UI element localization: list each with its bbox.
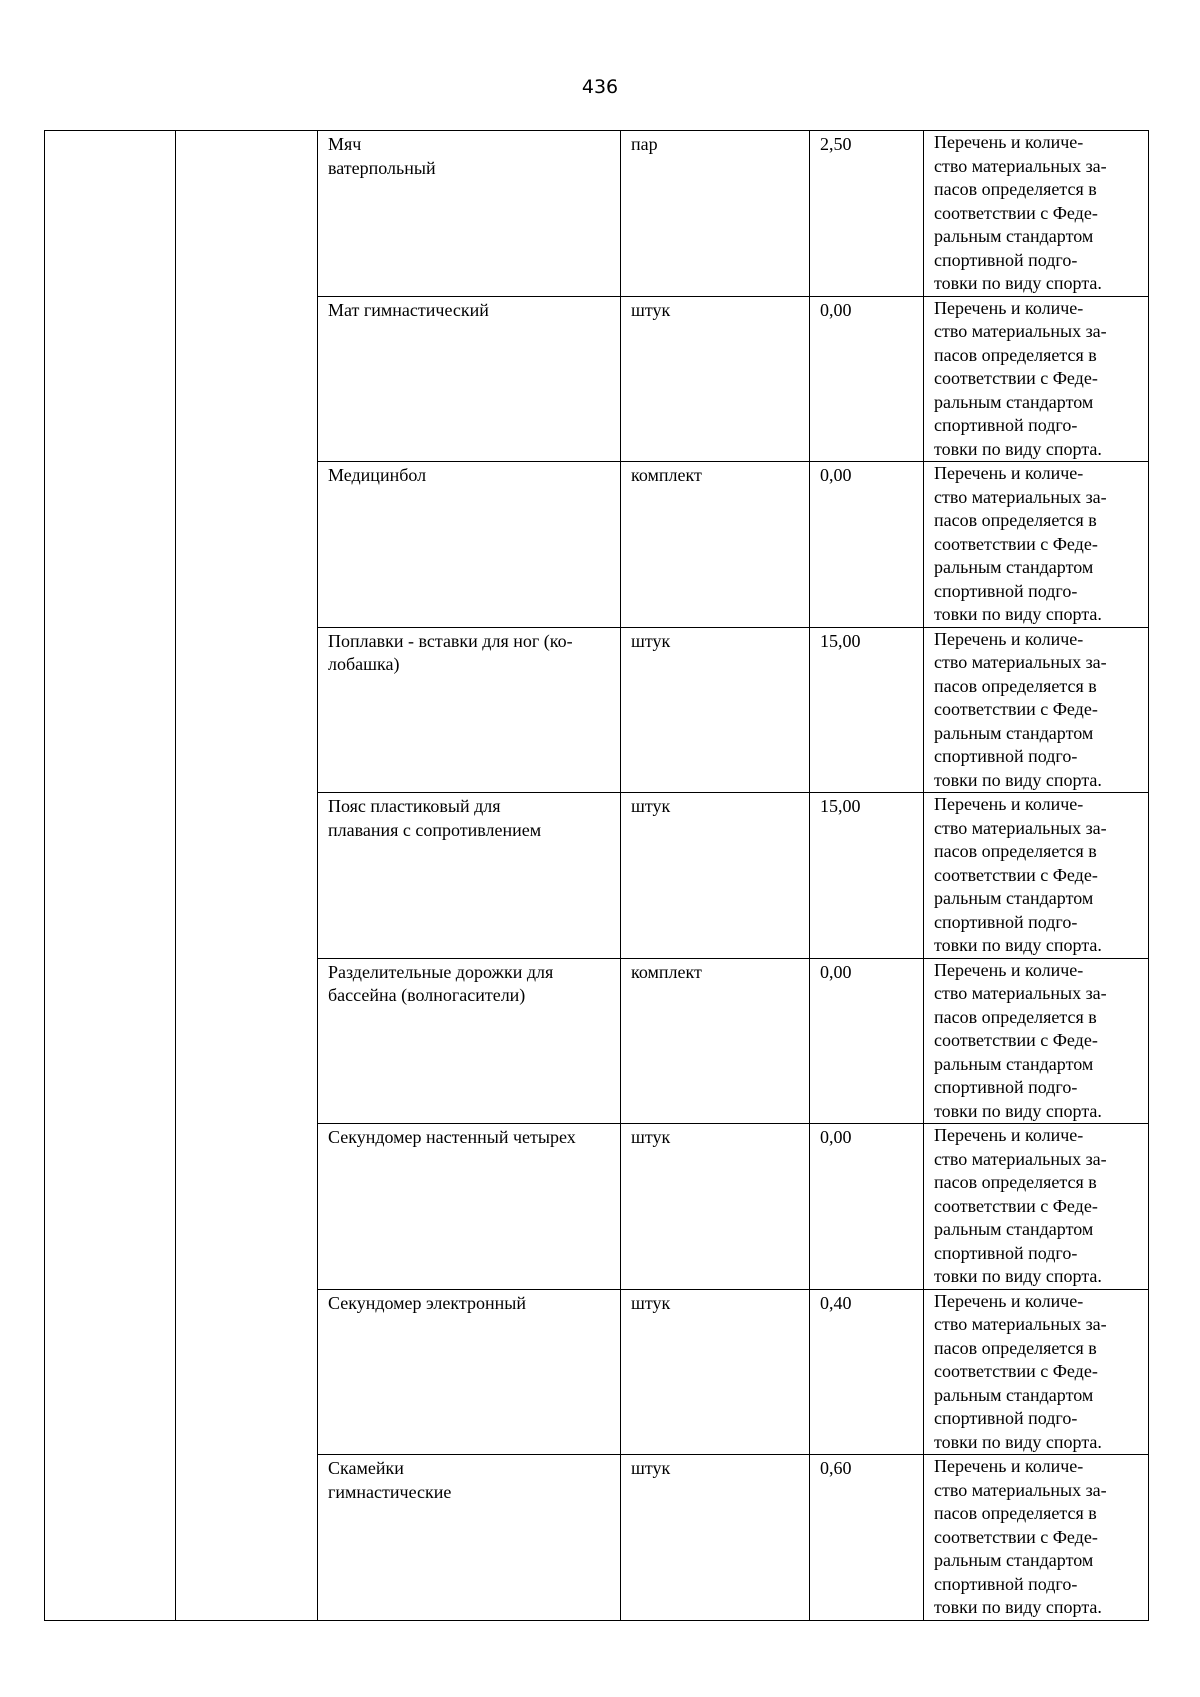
unit-cell [621, 1289, 810, 1455]
note-cell [924, 958, 1149, 1124]
table-row [45, 131, 1149, 297]
quantity-cell [810, 1289, 924, 1455]
item-name-cell [318, 958, 621, 1124]
note-cell [924, 1455, 1149, 1621]
item-unit: штук [631, 630, 671, 651]
item-quantity: 0,00 [820, 299, 852, 320]
note-cell [924, 1289, 1149, 1455]
item-name-cell [318, 627, 621, 793]
item-quantity: 0,40 [820, 1292, 852, 1313]
quantity-cell [810, 131, 924, 297]
note-cell [924, 296, 1149, 462]
quantity-cell [810, 958, 924, 1124]
merged-empty-cell-1 [45, 131, 176, 1621]
item-name-cell [318, 131, 621, 297]
item-name-cell [318, 1289, 621, 1455]
item-note: Перечень и количе- ство материальных за- пасов определяется в соответствии с Феде- ральным стандартом спортивной подго- товки по виду спорта. [934, 628, 1107, 790]
unit-cell [621, 1124, 810, 1290]
unit-cell [621, 958, 810, 1124]
item-name: Медицинбол [328, 465, 427, 485]
item-unit: штук [631, 299, 671, 320]
unit-cell [621, 793, 810, 959]
quantity-cell [810, 793, 924, 959]
item-quantity: 2,50 [820, 134, 852, 154]
note-cell [924, 1124, 1149, 1290]
item-quantity: 0,60 [820, 1458, 852, 1478]
quantity-cell [810, 1124, 924, 1290]
item-quantity: 15,00 [820, 630, 861, 651]
item-name-cell [318, 1124, 621, 1290]
item-name: Скамейки гимнастические [328, 1458, 452, 1502]
item-quantity: 0,00 [820, 961, 852, 982]
item-name: Секундомер электронный [328, 1292, 526, 1313]
item-note: Перечень и количе- ство материальных за- пасов определяется в соответствии с Феде- ральным стандартом спортивной подго- товки по виду спорта. [934, 463, 1107, 624]
note-cell [924, 462, 1149, 628]
item-name: Поплавки - вставки для ног (ко- лобашка) [328, 630, 573, 674]
unit-cell [621, 296, 810, 462]
item-name-cell [318, 1455, 621, 1621]
equipment-table [44, 130, 1149, 1621]
item-name: Пояс пластиковый для плавания с сопротивлением [328, 796, 542, 840]
item-name: Мяч ватерпольный [328, 134, 436, 178]
item-unit: комплект [631, 465, 702, 485]
item-name-cell [318, 462, 621, 628]
item-name: Разделительные дорожки для бассейна (волногасители) [328, 961, 554, 1005]
item-note: Перечень и количе- ство материальных за- пасов определяется в соответствии с Феде- ральным стандартом спортивной подго- товки по виду спорта. [934, 132, 1107, 293]
item-unit: штук [631, 1458, 671, 1478]
item-unit: пар [631, 134, 658, 154]
item-name: Мат гимнастический [328, 299, 489, 320]
note-cell [924, 627, 1149, 793]
item-quantity: 15,00 [820, 796, 861, 816]
item-note: Перечень и количе- ство материальных за- пасов определяется в соответствии с Феде- ральным стандартом спортивной подго- товки по виду спорта. [934, 1125, 1107, 1286]
item-note: Перечень и количе- ство материальных за- пасов определяется в соответствии с Феде- ральным стандартом спортивной подго- товки по виду спорта. [934, 1290, 1107, 1452]
item-unit: штук [631, 796, 671, 816]
item-unit: штук [631, 1292, 671, 1313]
note-cell [924, 131, 1149, 297]
item-name-cell [318, 296, 621, 462]
item-note: Перечень и количе- ство материальных за- пасов определяется в соответствии с Феде- ральным стандартом спортивной подго- товки по виду спорта. [934, 794, 1107, 955]
page-number: 436 [581, 76, 619, 98]
unit-cell [621, 1455, 810, 1621]
unit-cell [621, 462, 810, 628]
quantity-cell [810, 1455, 924, 1621]
item-name: Секундомер настенный четырех [328, 1127, 576, 1147]
unit-cell [621, 131, 810, 297]
table-body [45, 131, 1149, 1621]
item-name-cell [318, 793, 621, 959]
merged-empty-cell-2 [176, 131, 318, 1621]
item-note: Перечень и количе- ство материальных за- пасов определяется в соответствии с Феде- ральным стандартом спортивной подго- товки по виду спорта. [934, 297, 1107, 459]
item-unit: комплект [631, 961, 702, 982]
note-cell [924, 793, 1149, 959]
item-quantity: 0,00 [820, 1127, 852, 1147]
quantity-cell [810, 296, 924, 462]
item-note: Перечень и количе- ство материальных за- пасов определяется в соответствии с Феде- ральным стандартом спортивной подго- товки по виду спорта. [934, 959, 1107, 1121]
quantity-cell [810, 462, 924, 628]
item-note: Перечень и количе- ство материальных за- пасов определяется в соответствии с Феде- ральным стандартом спортивной подго- товки по виду спорта. [934, 1456, 1107, 1617]
unit-cell [621, 627, 810, 793]
item-unit: штук [631, 1127, 671, 1147]
quantity-cell [810, 627, 924, 793]
item-quantity: 0,00 [820, 465, 852, 485]
